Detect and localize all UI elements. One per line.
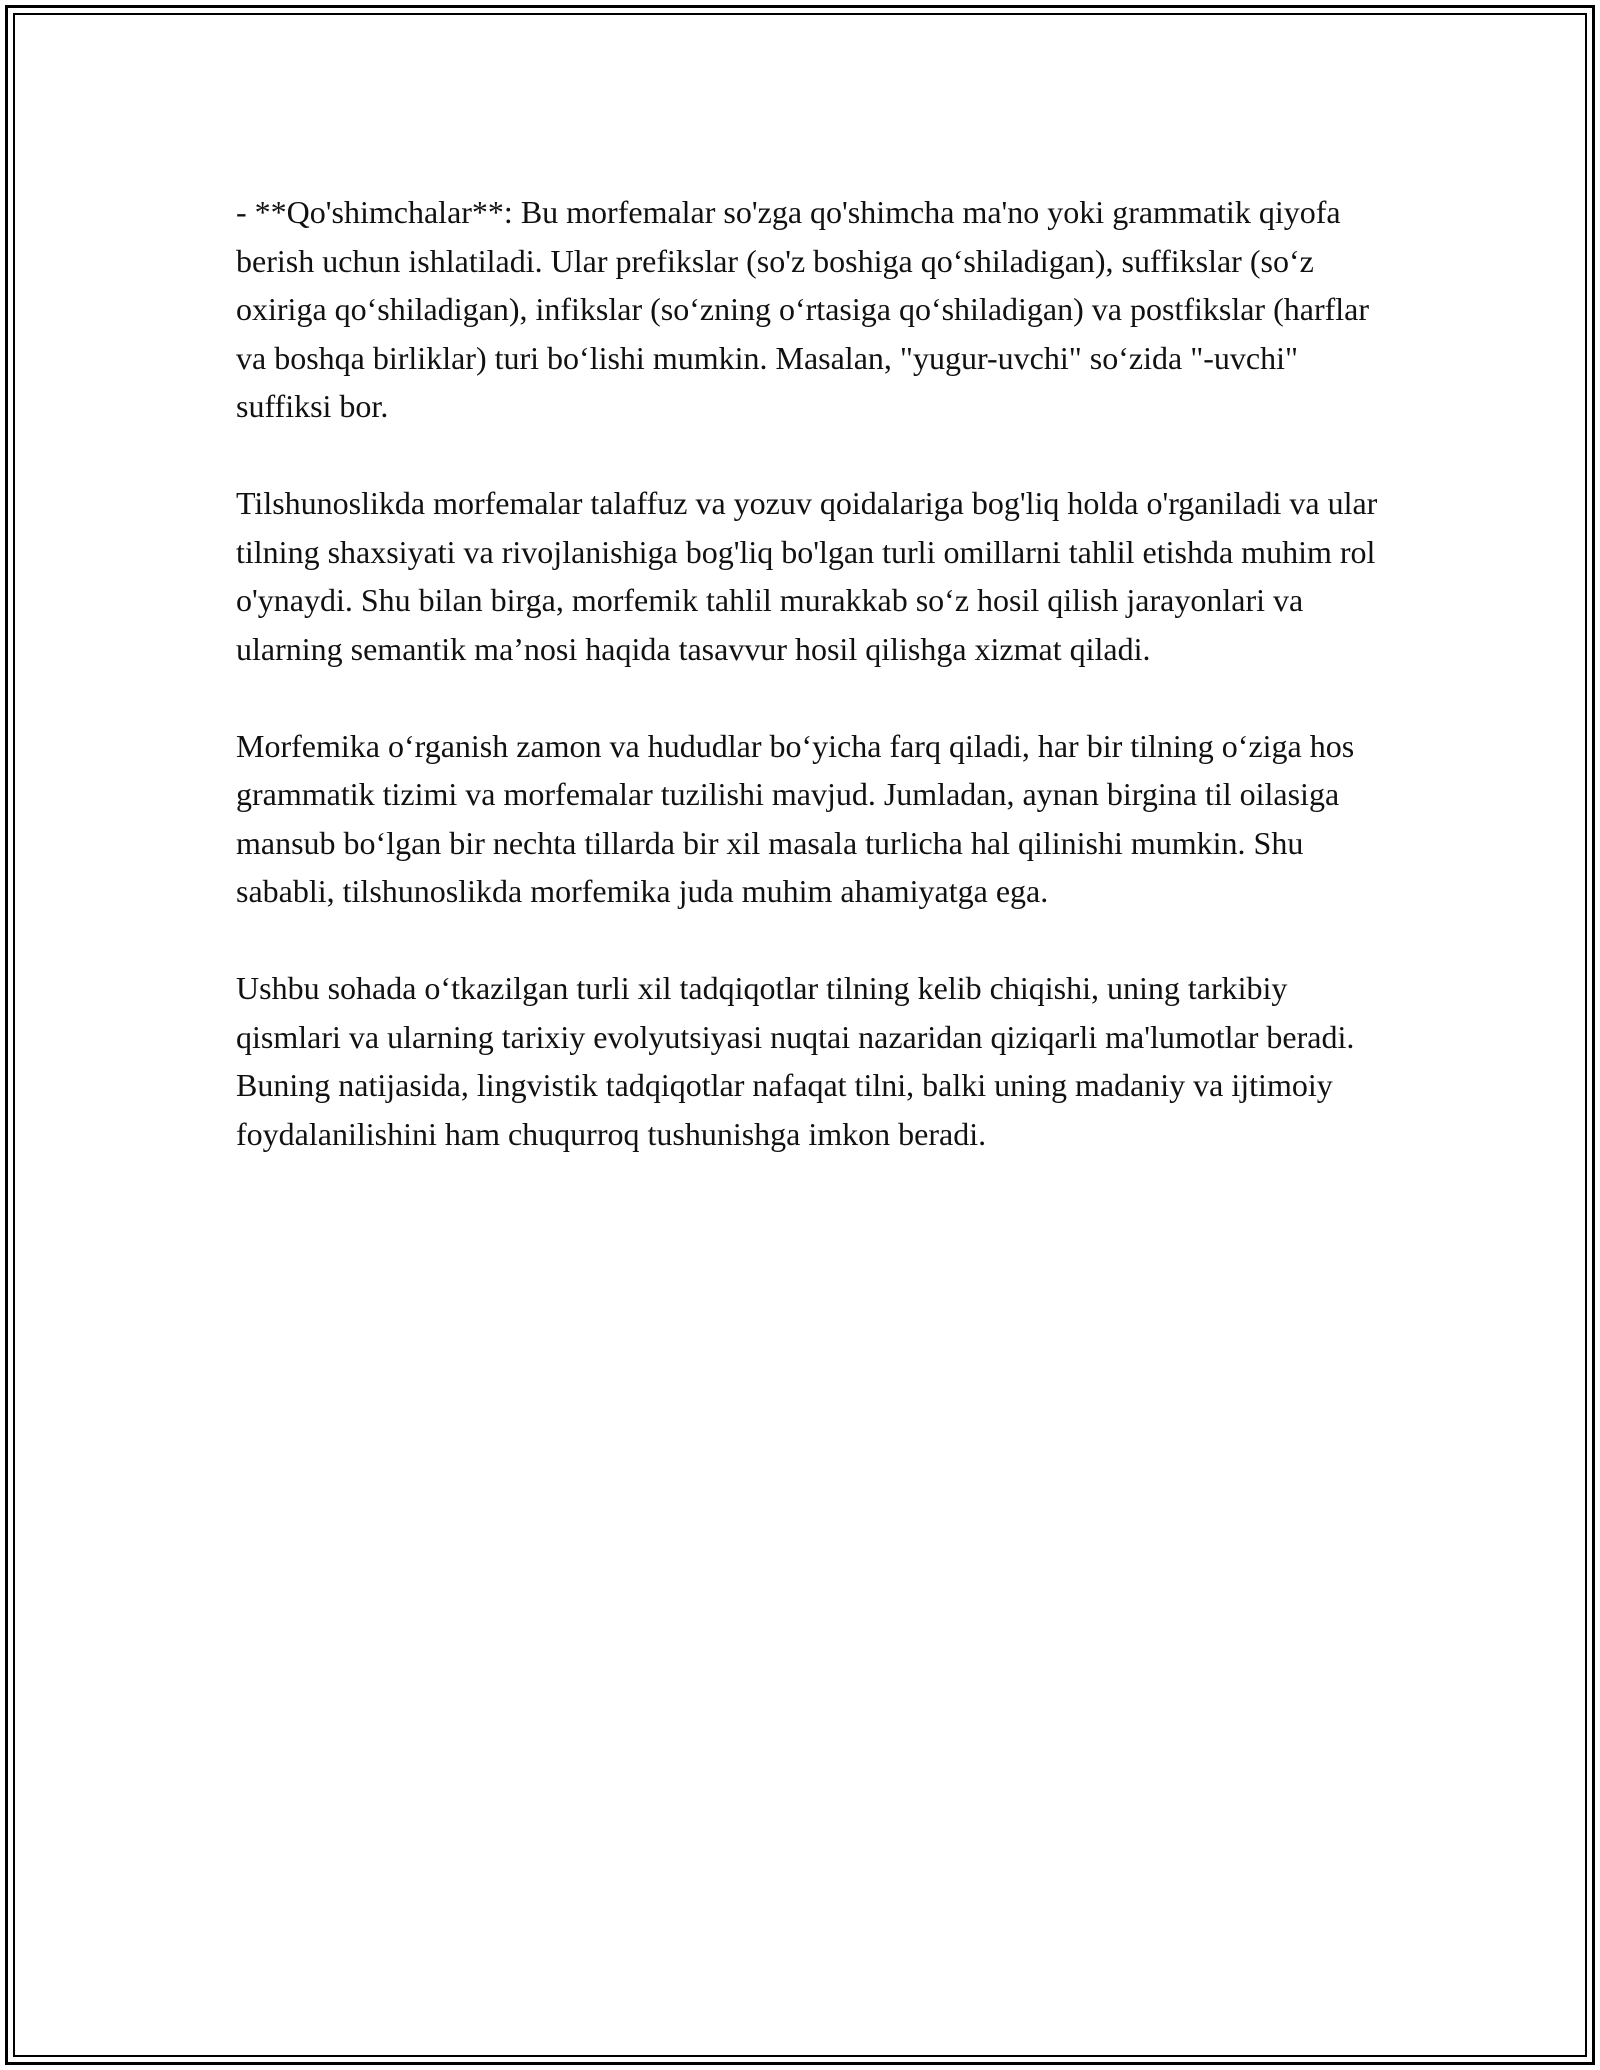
paragraph-tadqiqotlar: Ushbu sohada o‘tkazilgan turli xil tadqiqotlar tilning kelib chiqishi, uning tarkibiy qismlari va ularning tarixiy evolyutsiyasi nuqtai nazaridan qiziqarli ma'lumotlar beradi. Buning natijasida, lingvistik tadqiqotlar nafaqat tilni, balki uning madaniy va ijtimoiy foydalanilishini ham chuqurroq tushunishga imkon beradi. — [236, 970, 1355, 1152]
document-body — [236, 188, 1396, 1207]
paragraph-morfemika: Morfemika o‘rganish zamon va hududlar bo‘yicha farq qiladi, har bir tilning o‘ziga hos grammatik tizimi va morfemalar tuzilishi mavjud. Jumladan, aynan birgina til oilasiga mansub bo‘lgan bir nechta tillarda bir xil masala turlicha hal qilinishi mumkin. Shu sababli, tilshunoslikda morfemika juda muhim ahamiyatga ega. — [236, 727, 1355, 909]
paragraph-qoshimchalar: - **Qo'shimchalar**: Bu morfemalar so'zga qo'shimcha ma'no yoki grammatik qiyofa berish uchun ishlatiladi. Ular prefikslar (so'z boshiga qo‘shiladigan), suffikslar (so‘z oxiriga qo‘shiladigan), infikslar (so‘zning o‘rtasiga qo‘shiladigan) va postfikslar (harflar va boshqa birliklar) turi bo‘lishi mumkin. Masalan, "yugur-uvchi" so‘zida "-uvchi" suffiksi bor. — [236, 194, 1369, 424]
paragraph-tilshunoslik: Tilshunoslikda morfemalar talaffuz va yozuv qoidalariga bog'liq holda o'rganiladi va ular tilning shaxsiyati va rivojlanishiga bog'liq bo'lgan turli omillarni tahlil etishda muhim rol o'ynaydi. Shu bilan birga, morfemik tahlil murakkab so‘z hosil qilish jarayonlari va ularning semantik ma’nosi haqida tasavvur hosil qilishga xizmat qiladi. — [236, 485, 1378, 667]
